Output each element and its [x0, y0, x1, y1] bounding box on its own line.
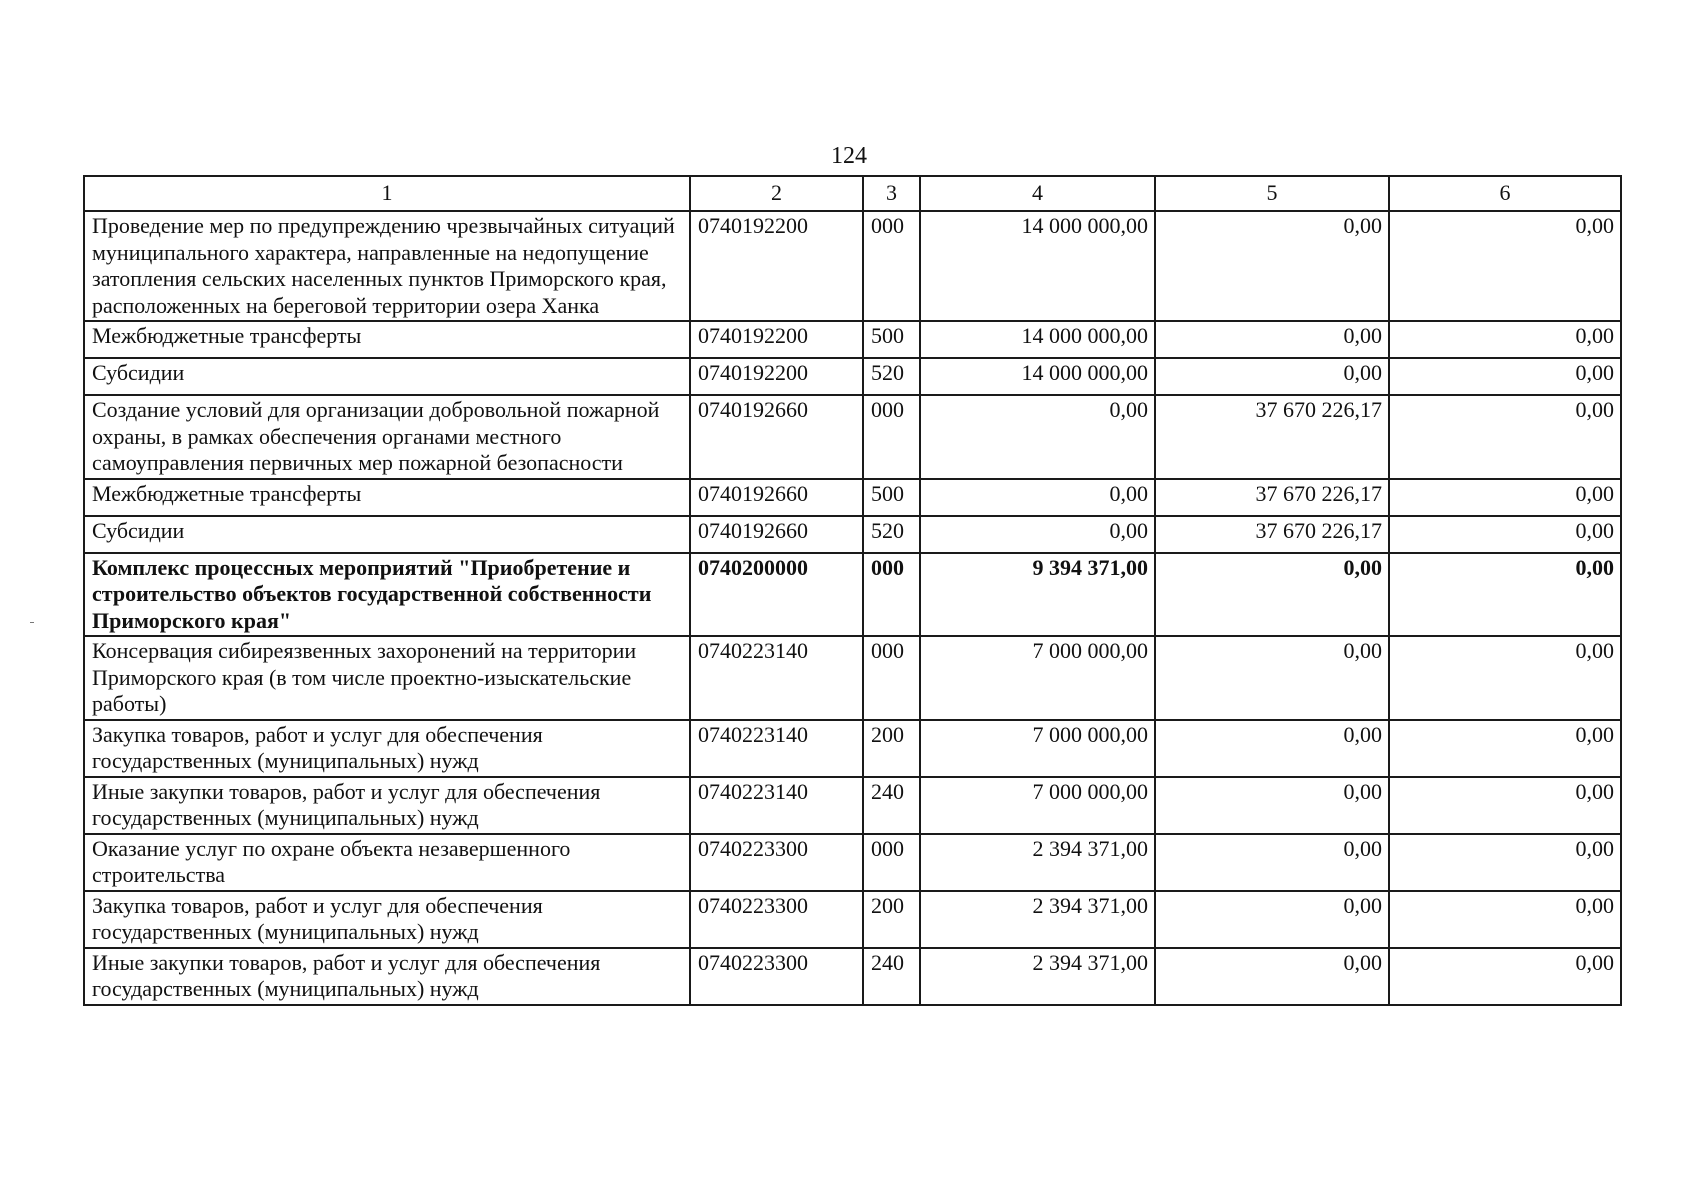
table-row	[84, 834, 1621, 891]
expense-type-cell: 200	[863, 720, 920, 777]
amount-col4-cell: 2 394 371,00	[920, 948, 1155, 1005]
table-row	[84, 358, 1621, 395]
amount-col6-cell: 0,00	[1389, 358, 1621, 395]
amount-col4-cell: 0,00	[920, 516, 1155, 553]
amount-col6-cell: 0,00	[1389, 891, 1621, 948]
row-name-cell: Субсидии	[84, 358, 690, 395]
table-row	[84, 891, 1621, 948]
amount-col5-cell: 37 670 226,17	[1155, 479, 1389, 516]
target-code-cell: 0740223300	[690, 834, 863, 891]
amount-col4-cell: 7 000 000,00	[920, 777, 1155, 834]
target-code-cell: 0740223140	[690, 720, 863, 777]
expense-type-cell: 000	[863, 395, 920, 479]
target-code-cell: 0740223140	[690, 636, 863, 720]
row-name-cell: Комплекс процессных мероприятий "Приобретение и строительство объектов государственной собственности Приморского края"	[84, 553, 690, 637]
amount-col6-cell: 0,00	[1389, 321, 1621, 358]
table-row	[84, 948, 1621, 1005]
expense-type-cell: 000	[863, 553, 920, 637]
amount-col5-cell: 0,00	[1155, 553, 1389, 637]
target-code-cell: 0740192200	[690, 321, 863, 358]
table-body	[84, 211, 1621, 1005]
amount-col5-cell: 0,00	[1155, 948, 1389, 1005]
table-row	[84, 516, 1621, 553]
amount-col6-cell: 0,00	[1389, 516, 1621, 553]
table-row	[84, 395, 1621, 479]
target-code-cell: 0740223140	[690, 777, 863, 834]
target-code-cell: 0740200000	[690, 553, 863, 637]
row-name-cell: Межбюджетные трансферты	[84, 321, 690, 358]
amount-col4-cell: 14 000 000,00	[920, 211, 1155, 321]
amount-col4-cell: 7 000 000,00	[920, 636, 1155, 720]
column-header: 1	[84, 176, 690, 211]
amount-col5-cell: 0,00	[1155, 720, 1389, 777]
amount-col4-cell: 7 000 000,00	[920, 720, 1155, 777]
target-code-cell: 0740192660	[690, 516, 863, 553]
amount-col6-cell: 0,00	[1389, 777, 1621, 834]
expense-type-cell: 500	[863, 479, 920, 516]
table-header-row	[84, 176, 1621, 211]
table-row	[84, 553, 1621, 637]
expense-type-cell: 240	[863, 777, 920, 834]
target-code-cell: 0740223300	[690, 948, 863, 1005]
amount-col6-cell: 0,00	[1389, 553, 1621, 637]
target-code-cell: 0740192660	[690, 395, 863, 479]
amount-col5-cell: 0,00	[1155, 358, 1389, 395]
column-header: 5	[1155, 176, 1389, 211]
row-name-cell: Межбюджетные трансферты	[84, 479, 690, 516]
amount-col4-cell: 14 000 000,00	[920, 321, 1155, 358]
amount-col5-cell: 0,00	[1155, 891, 1389, 948]
row-name-cell: Закупка товаров, работ и услуг для обеспечения государственных (муниципальных) нужд	[84, 720, 690, 777]
table-row	[84, 777, 1621, 834]
row-name-cell: Проведение мер по предупреждению чрезвычайных ситуаций муниципального характера, направленные на недопущение затопления сельских населенных пунктов Приморского края, расположенных на береговой территории озера Ханка	[84, 211, 690, 321]
row-name-cell: Закупка товаров, работ и услуг для обеспечения государственных (муниципальных) нужд	[84, 891, 690, 948]
amount-col6-cell: 0,00	[1389, 395, 1621, 479]
amount-col4-cell: 14 000 000,00	[920, 358, 1155, 395]
amount-col5-cell: 0,00	[1155, 777, 1389, 834]
target-code-cell: 0740192660	[690, 479, 863, 516]
amount-col6-cell: 0,00	[1389, 211, 1621, 321]
table-row	[84, 321, 1621, 358]
budget-table	[83, 175, 1622, 1006]
expense-type-cell: 520	[863, 358, 920, 395]
table-row	[84, 720, 1621, 777]
amount-col4-cell: 0,00	[920, 479, 1155, 516]
table-row	[84, 479, 1621, 516]
amount-col5-cell: 37 670 226,17	[1155, 395, 1389, 479]
column-header: 4	[920, 176, 1155, 211]
row-name-cell: Иные закупки товаров, работ и услуг для обеспечения государственных (муниципальных) нужд	[84, 777, 690, 834]
expense-type-cell: 000	[863, 211, 920, 321]
column-header: 6	[1389, 176, 1621, 211]
column-header: 2	[690, 176, 863, 211]
scan-mark	[30, 622, 34, 623]
amount-col5-cell: 37 670 226,17	[1155, 516, 1389, 553]
table-row	[84, 211, 1621, 321]
row-name-cell: Создание условий для организации добровольной пожарной охраны, в рамках обеспечения органами местного самоуправления первичных мер пожарной безопасности	[84, 395, 690, 479]
expense-type-cell: 520	[863, 516, 920, 553]
row-name-cell: Оказание услуг по охране объекта незавершенного строительства	[84, 834, 690, 891]
row-name-cell: Консервация сибиреязвенных захоронений на территории Приморского края (в том числе проектно-изыскательские работы)	[84, 636, 690, 720]
page-number: 124	[831, 143, 867, 169]
amount-col6-cell: 0,00	[1389, 720, 1621, 777]
amount-col6-cell: 0,00	[1389, 834, 1621, 891]
amount-col5-cell: 0,00	[1155, 834, 1389, 891]
table-row	[84, 636, 1621, 720]
amount-col4-cell: 0,00	[920, 395, 1155, 479]
amount-col6-cell: 0,00	[1389, 636, 1621, 720]
expense-type-cell: 500	[863, 321, 920, 358]
target-code-cell: 0740192200	[690, 358, 863, 395]
column-header: 3	[863, 176, 920, 211]
amount-col4-cell: 2 394 371,00	[920, 891, 1155, 948]
expense-type-cell: 000	[863, 636, 920, 720]
amount-col4-cell: 9 394 371,00	[920, 553, 1155, 637]
expense-type-cell: 240	[863, 948, 920, 1005]
amount-col5-cell: 0,00	[1155, 211, 1389, 321]
target-code-cell: 0740192200	[690, 211, 863, 321]
target-code-cell: 0740223300	[690, 891, 863, 948]
amount-col5-cell: 0,00	[1155, 321, 1389, 358]
amount-col6-cell: 0,00	[1389, 948, 1621, 1005]
amount-col6-cell: 0,00	[1389, 479, 1621, 516]
expense-type-cell: 200	[863, 891, 920, 948]
amount-col5-cell: 0,00	[1155, 636, 1389, 720]
amount-col4-cell: 2 394 371,00	[920, 834, 1155, 891]
row-name-cell: Субсидии	[84, 516, 690, 553]
expense-type-cell: 000	[863, 834, 920, 891]
row-name-cell: Иные закупки товаров, работ и услуг для обеспечения государственных (муниципальных) нужд	[84, 948, 690, 1005]
